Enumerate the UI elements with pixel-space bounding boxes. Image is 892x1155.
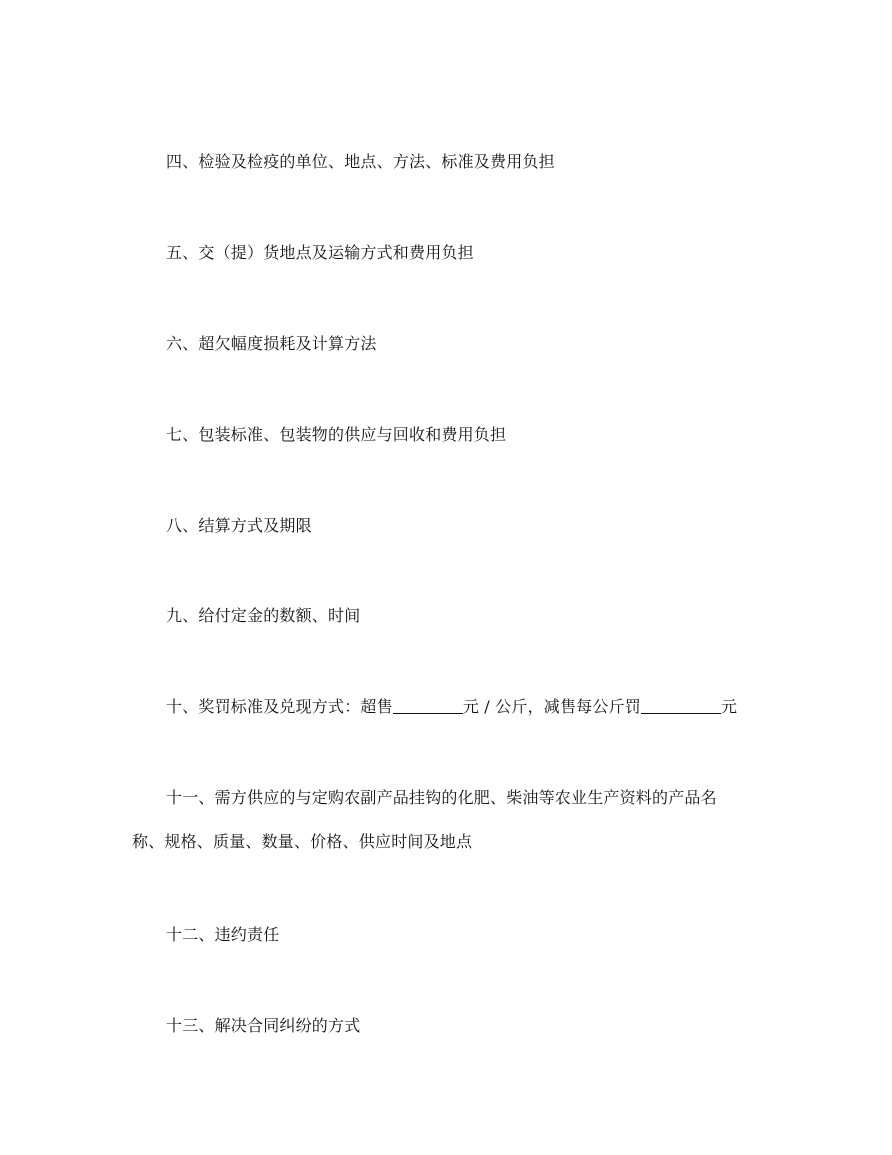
clause-11-line2: 称、规格、质量、数量、价格、供应时间及地点: [132, 832, 473, 851]
fill-blank-penalty: [641, 697, 721, 714]
clause-12: 十二、违约责任: [166, 925, 280, 944]
clause-4: 四、检验及检疫的单位、地点、方法、标准及费用负担: [166, 152, 555, 171]
clause-10: [166, 697, 737, 717]
clause-10-part3: 元: [720, 697, 738, 716]
clause-10-part2: 元 / 公斤，减售每公斤罚: [462, 697, 641, 716]
clause-7: 七、包装标准、包装物的供应与回收和费用负担: [166, 425, 507, 444]
clause-13: 十三、解决合同纠纷的方式: [166, 1016, 361, 1035]
clause-10-part1: 十、奖罚标准及兑现方式：超售: [166, 697, 393, 716]
clause-8: 八、结算方式及期限: [166, 516, 312, 535]
clause-6: 六、超欠幅度损耗及计算方法: [166, 334, 377, 353]
clause-11-line1: 十一、需方供应的与定购农副产品挂钩的化肥、柴油等农业生产资料的产品名: [166, 788, 717, 807]
fill-blank-oversale: [393, 697, 463, 714]
clause-9: 九、给付定金的数额、时间: [166, 606, 361, 625]
clause-5: 五、交（提）货地点及运输方式和费用负担: [166, 243, 474, 262]
